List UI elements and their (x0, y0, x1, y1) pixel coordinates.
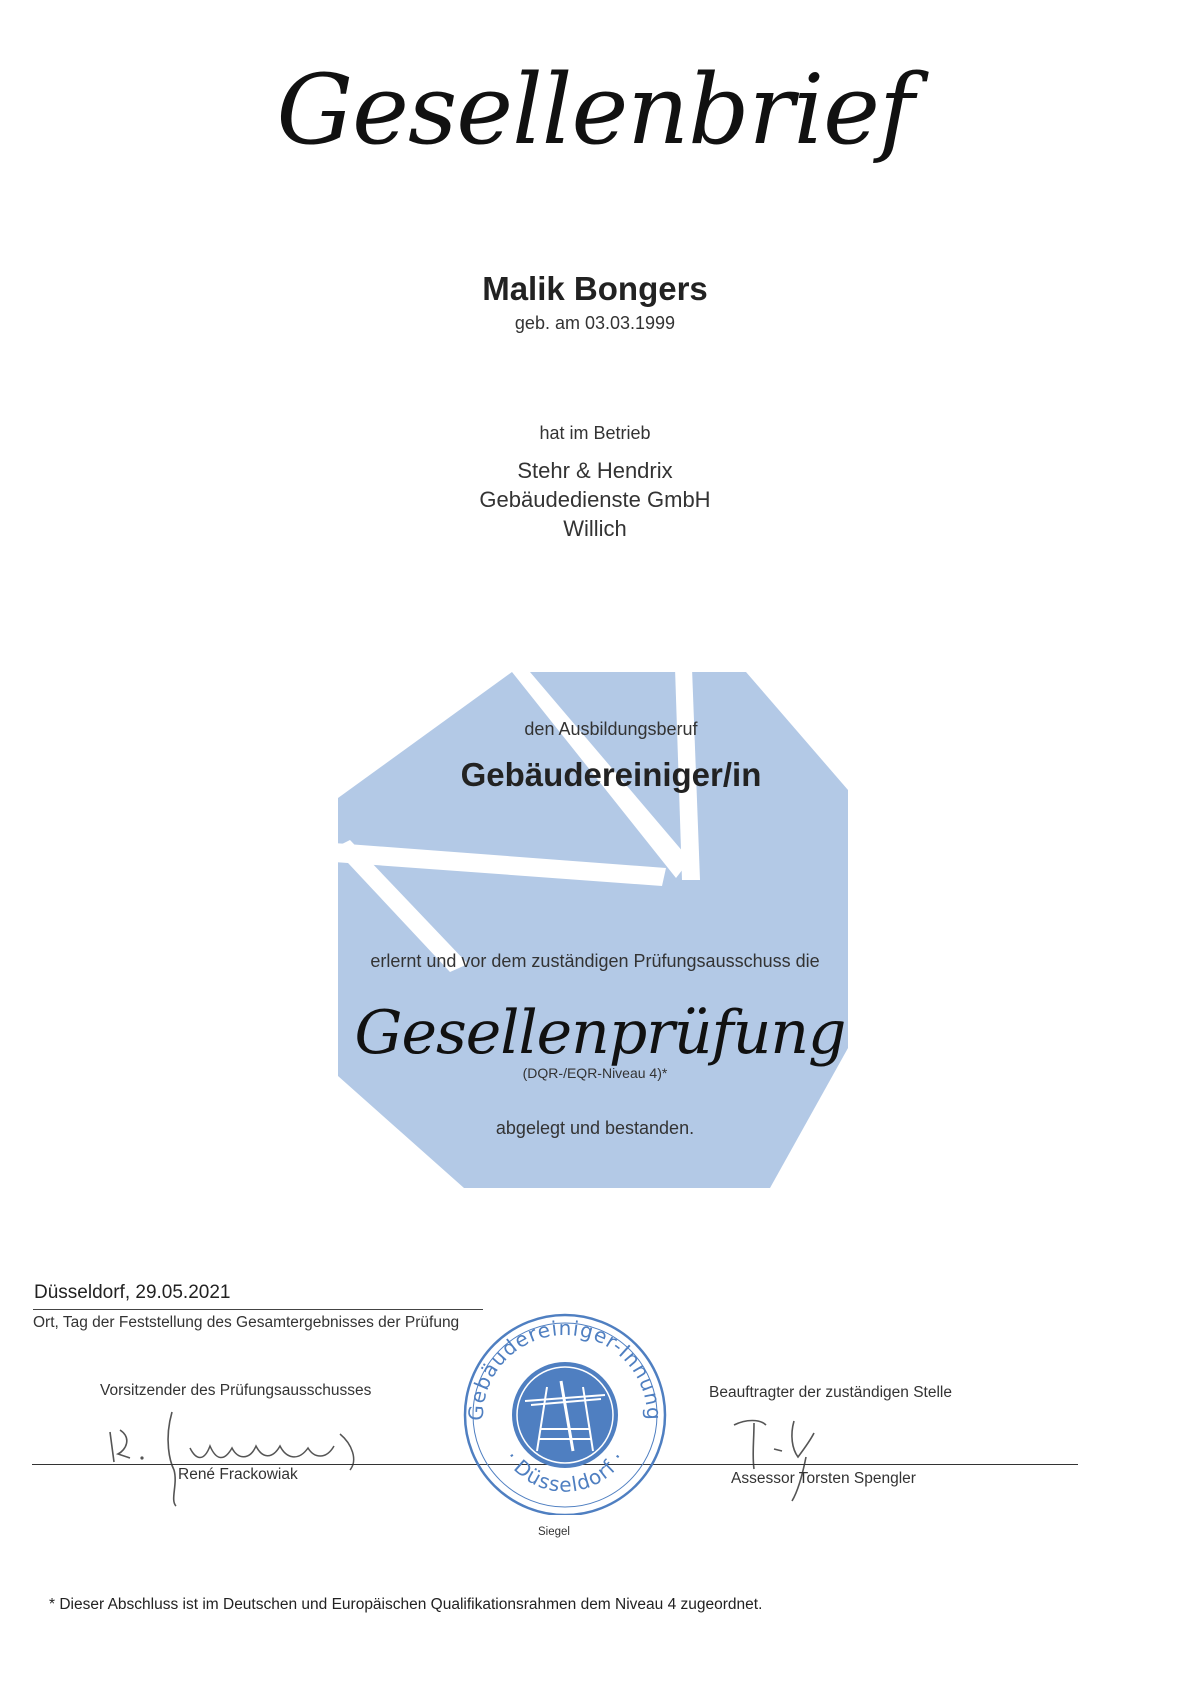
qualification-level: (DQR-/EQR-Niveau 4)* (522, 1065, 668, 1081)
right-signature-title: Beauftragter der zuständigen Stelle (709, 1384, 952, 1401)
place-date-underline (33, 1309, 483, 1310)
company-name-line-2: Gebäudedienste GmbH (479, 487, 711, 512)
company-intro: hat im Betrieb (539, 423, 651, 443)
holder-birth-date: geb. am 03.03.1999 (514, 313, 676, 333)
exam-intro: erlernt und vor dem zuständigen Prüfungsausschuss die (370, 951, 820, 971)
certificate-title: Gesellenbrief (276, 54, 914, 166)
exam-title: Gesellenprüfung (354, 998, 846, 1068)
footnote: * Dieser Abschluss ist im Deutschen und Europäischen Qualifikationsrahmen dem Niveau 4 zugeordnet. (49, 1596, 763, 1613)
trade-name: Gebäudereiniger/in (460, 756, 762, 793)
right-signature-name: Assessor Torsten Spengler (731, 1470, 916, 1487)
holder-name: Malik Bongers (482, 270, 708, 307)
right-handwritten-signature (720, 1405, 850, 1505)
svg-text:· Düsseldorf ·: · Düsseldorf · (500, 1446, 630, 1497)
svg-text:Gebäudereiniger-Innung: Gebäudereiniger-Innung (463, 1315, 667, 1422)
exam-result: abgelegt und bestanden. (495, 1118, 695, 1138)
place-date-value: Düsseldorf, 29.05.2021 (34, 1282, 231, 1303)
trade-intro: den Ausbildungsberuf (524, 719, 698, 739)
place-date-caption: Ort, Tag der Feststellung des Gesamtergebnisses der Prüfung (33, 1314, 460, 1331)
company-city: Willich (563, 516, 627, 541)
left-signature-title: Vorsitzender des Prüfungsausschusses (100, 1382, 372, 1399)
official-seal (455, 1305, 675, 1515)
seal-caption: Siegel (538, 1526, 570, 1538)
left-handwritten-signature (100, 1400, 380, 1510)
company-name-line-1: Stehr & Hendrix (517, 458, 673, 483)
left-signature-name: René Frackowiak (178, 1466, 298, 1483)
